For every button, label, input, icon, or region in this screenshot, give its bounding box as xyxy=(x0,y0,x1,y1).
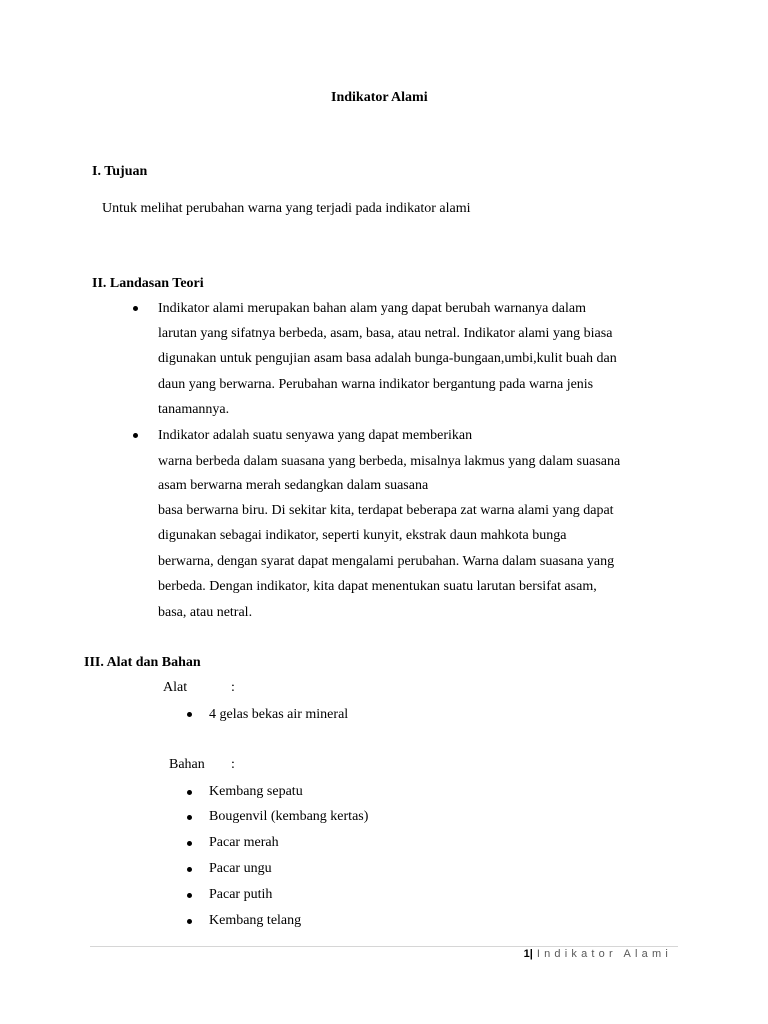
paragraph-line: digunakan sebagai indikator, seperti kunyit, ekstrak daun mahkota bunga xyxy=(158,528,567,543)
alat-colon: : xyxy=(231,680,235,695)
paragraph-line: digunakan untuk pengujian asam basa adalah bunga-bungaan,umbi,kulit buah dan xyxy=(158,351,617,366)
paragraph-line: Indikator adalah suatu senyawa yang dapat memberikan xyxy=(158,428,473,443)
page-footer xyxy=(524,948,672,960)
paragraph-line: basa, atau netral. xyxy=(158,605,253,620)
page-number: 1 xyxy=(523,948,530,960)
footer-text: Indikator Alami xyxy=(536,948,672,960)
list-item: 4 gelas bekas air mineral xyxy=(209,707,349,722)
page-title: Indikator Alami xyxy=(331,90,428,105)
section-heading-tujuan: I. Tujuan xyxy=(92,164,148,179)
footer-divider xyxy=(90,946,678,947)
bullet-icon xyxy=(187,815,192,820)
bullet-icon xyxy=(133,433,138,438)
bullet-icon xyxy=(187,919,192,924)
bullet-icon xyxy=(187,790,192,795)
bullet-icon xyxy=(187,841,192,846)
bullet-icon xyxy=(187,712,192,717)
alat-label: Alat xyxy=(163,680,188,695)
list-item: Kembang sepatu xyxy=(209,784,303,799)
paragraph-line: Indikator alami merupakan bahan alam yang dapat berubah warnanya dalam xyxy=(158,301,586,316)
bullet-icon xyxy=(187,867,192,872)
section-heading-alat-dan-bahan: III. Alat dan Bahan xyxy=(84,655,201,670)
paragraph-line: tanamannya. xyxy=(158,402,230,417)
paragraph-line: basa berwarna biru. Di sekitar kita, terdapat beberapa zat warna alami yang dapat xyxy=(158,503,614,518)
bahan-colon: : xyxy=(231,757,235,772)
footer-separator: | xyxy=(529,948,533,960)
bullet-icon xyxy=(187,893,192,898)
list-item: Pacar ungu xyxy=(209,861,272,876)
paragraph-line: berwarna, dengan syarat dapat mengalami perubahan. Warna dalam suasana yang xyxy=(158,554,615,569)
bullet-icon xyxy=(133,306,138,311)
list-item: Bougenvil (kembang kertas) xyxy=(209,809,369,824)
list-item: Kembang telang xyxy=(209,913,302,928)
paragraph-line: berbeda. Dengan indikator, kita dapat menentukan suatu larutan bersifat asam, xyxy=(158,579,597,594)
paragraph-line: larutan yang sifatnya berbeda, asam, basa, atau netral. Indikator alami yang biasa xyxy=(158,326,613,341)
tujuan-text: Untuk melihat perubahan warna yang terjadi pada indikator alami xyxy=(102,201,471,216)
paragraph-line: daun yang berwarna. Perubahan warna indikator bergantung pada warna jenis xyxy=(158,377,594,392)
list-item: Pacar merah xyxy=(209,835,279,850)
paragraph-line: warna berbeda dalam suasana yang berbeda, misalnya lakmus yang dalam suasana xyxy=(158,454,621,469)
bahan-label: Bahan xyxy=(169,757,205,772)
section-heading-landasan-teori: II. Landasan Teori xyxy=(92,276,204,291)
list-item: Pacar putih xyxy=(209,887,273,902)
paragraph-line: asam berwarna merah sedangkan dalam suasana xyxy=(158,478,429,493)
